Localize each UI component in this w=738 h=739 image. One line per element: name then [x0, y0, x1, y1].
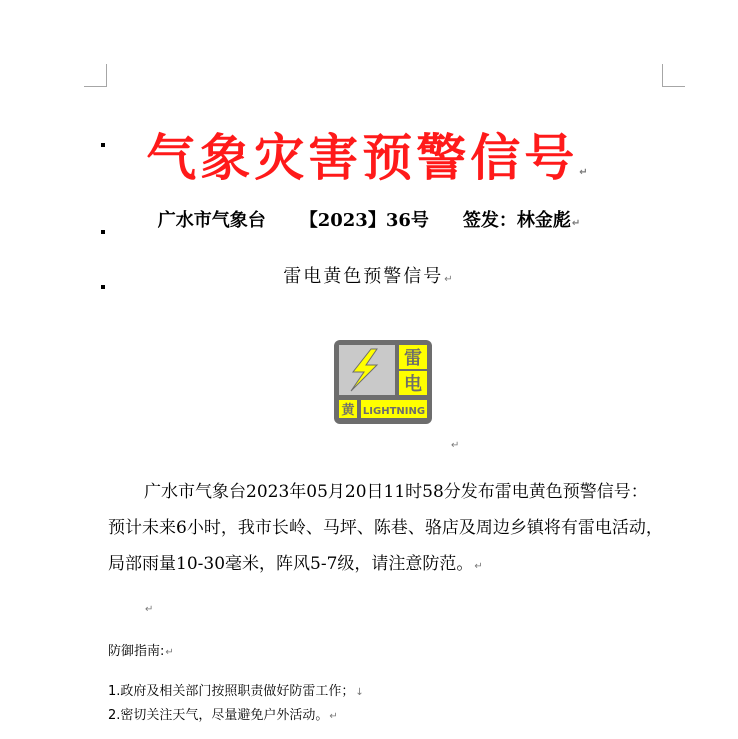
paragraph-mark: ↵: [329, 711, 338, 722]
guide-item-2: [108, 704, 338, 723]
title-text: 气象灾害预警信号: [146, 128, 579, 187]
document-header-line: [0, 206, 738, 232]
empty-paragraph-mark: ↵: [145, 604, 154, 615]
guide-title-text: 防御指南:: [108, 644, 165, 659]
thunder-yellow-warning-icon: [333, 339, 433, 425]
paragraph-mark: ↵: [451, 440, 460, 451]
subtitle-text: 雷电黄色预警信号: [283, 266, 444, 287]
paragraph-mark: ↵: [165, 647, 174, 658]
guide-item-text: 2.密切关注天气，尽量避免户外活动。: [108, 708, 329, 723]
header-issue-number: 【2023】36号: [299, 210, 429, 231]
icon-char-1: 雷: [404, 348, 422, 369]
icon-char-2: 电: [404, 374, 422, 395]
header-org: 广水市气象台: [157, 210, 266, 231]
document-subtitle: [0, 262, 738, 288]
header-signer: 签发：林金彪: [462, 210, 571, 231]
paragraph-mark: ↵: [571, 218, 581, 229]
icon-level-char: 黄: [341, 403, 355, 418]
defense-guide-title: [108, 640, 174, 659]
guide-item-text: 1.政府及相关部门按照职责做好防雷工作；: [108, 684, 355, 699]
document-title: [0, 118, 738, 190]
paragraph-mark: ↵: [579, 167, 592, 178]
body-text: 广水市气象台2023年05月20日11时58分发布雷电黄色预警信号：预计未来6小时，我市长岭、马坪、陈巷、骆店及周边乡镇将有雷电活动，局部雨量10-30毫米，阵风5-7级，请注意防范。: [108, 482, 663, 574]
line-break-mark: ↓: [355, 687, 364, 698]
page-corner-top-left: [84, 64, 107, 87]
guide-item-1: [108, 680, 364, 699]
warning-body-paragraph: [108, 474, 663, 585]
page-corner-top-right: [662, 64, 685, 87]
paragraph-mark: ↵: [444, 274, 455, 285]
icon-caption: LIGHTNING: [362, 406, 426, 417]
paragraph-mark: ↵: [474, 561, 483, 572]
